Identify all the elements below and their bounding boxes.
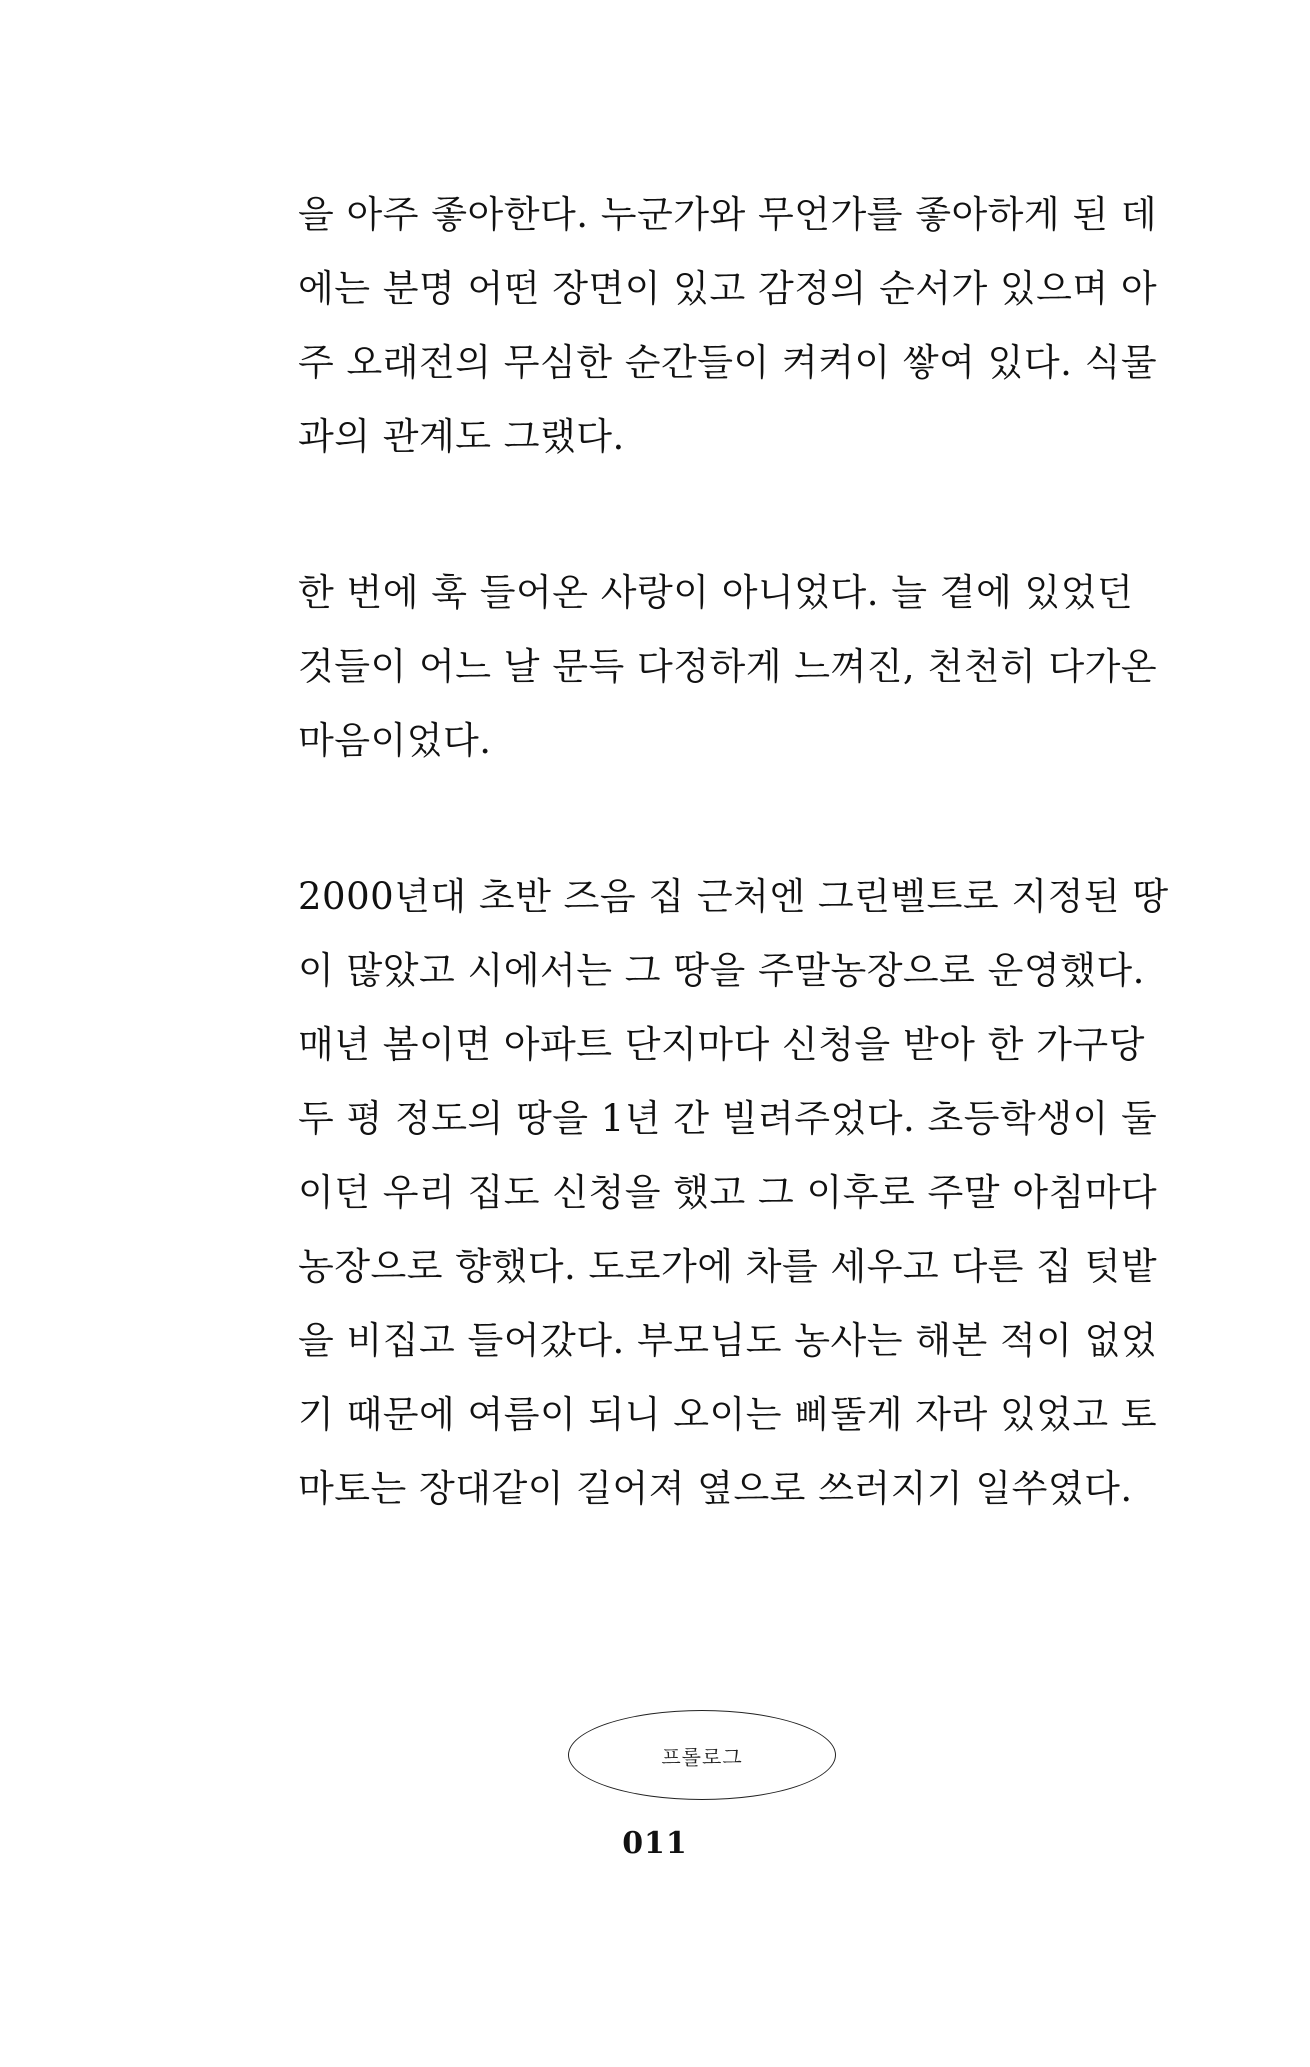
text-line: 한 번에 훅 들어온 사랑이 아니었다. 늘 곁에 있었던 (298, 571, 1134, 614)
text-line: 마음이었다. (298, 719, 492, 762)
text-line: 과의 관계도 그랬다. (298, 415, 625, 458)
page-body (298, 178, 1169, 1526)
text-line: 두 평 정도의 땅을 1년 간 빌려주었다. 초등학생이 둘 (298, 1097, 1158, 1140)
text-line: 에는 분명 어떤 장면이 있고 감정의 순서가 있으며 아 (298, 267, 1158, 310)
text-line: 마토는 장대같이 길어져 옆으로 쓰러지기 일쑤였다. (298, 1467, 1133, 1510)
paragraph-gap (298, 474, 1118, 556)
paragraph (298, 860, 1169, 1526)
text-line: 이 많았고 시에서는 그 땅을 주말농장으로 운영했다. (298, 949, 1145, 992)
text-line: 이던 우리 집도 신청을 했고 그 이후로 주말 아침마다 (298, 1171, 1158, 1214)
text-line: 을 비집고 들어갔다. 부모님도 농사는 해본 적이 없었 (298, 1319, 1158, 1362)
text-line: 매년 봄이면 아파트 단지마다 신청을 받아 한 가구당 (298, 1023, 1145, 1066)
text-line: 기 때문에 여름이 되니 오이는 삐뚤게 자라 있었고 토 (298, 1393, 1158, 1436)
paragraph (298, 556, 1158, 778)
paragraph-gap (298, 778, 1118, 860)
page-number: 011 (622, 1826, 688, 1861)
paragraph (298, 178, 1158, 474)
text-line: 농장으로 향했다. 도로가에 차를 세우고 다른 집 텃밭 (298, 1245, 1158, 1288)
text-line: 을 아주 좋아한다. 누군가와 무언가를 좋아하게 된 데 (298, 193, 1158, 236)
section-label-oval (568, 1710, 836, 1800)
text-line: 것들이 어느 날 문득 다정하게 느껴진, 천천히 다가온 (298, 645, 1158, 688)
text-line: 2000년대 초반 즈음 집 근처엔 그린벨트로 지정된 땅 (298, 875, 1169, 918)
section-label: 프롤로그 (661, 1744, 743, 1769)
text-line: 주 오래전의 무심한 순간들이 켜켜이 쌓여 있다. 식물 (298, 341, 1158, 384)
